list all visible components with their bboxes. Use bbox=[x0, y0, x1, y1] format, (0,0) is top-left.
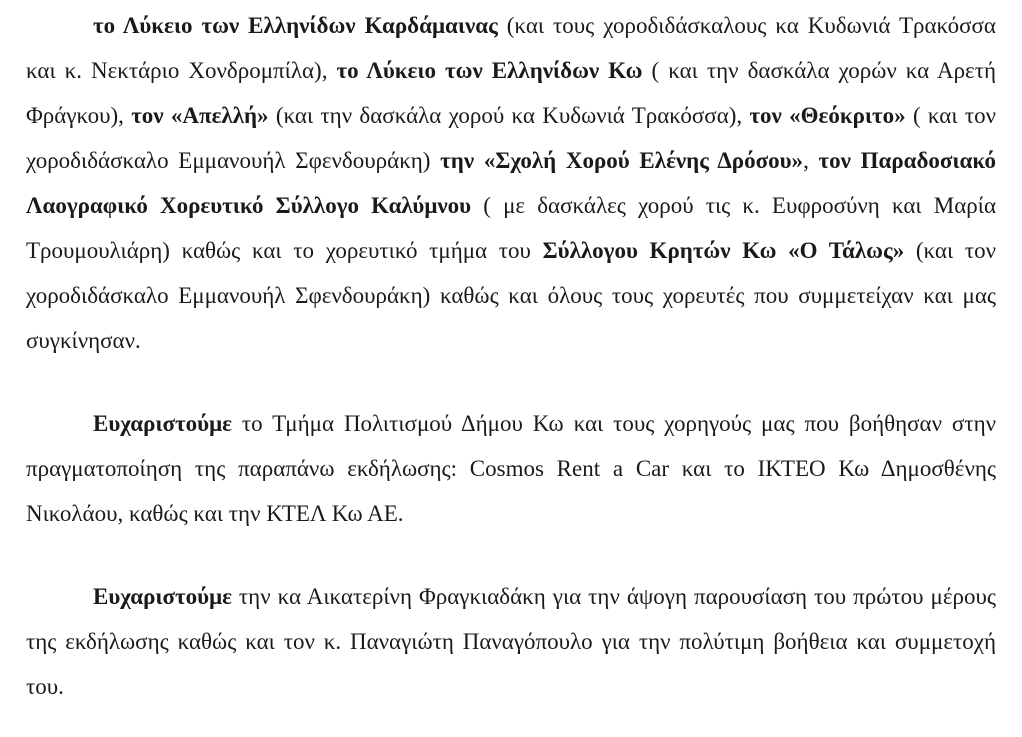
text-bold: τον «Θεόκριτο» bbox=[749, 103, 906, 128]
text-regular: ( με δασκάλες χορού τις κ. Ευφροσύνη και Μαρία Τρουμουλιάρη) καθώς και το χορευτικό τμήμα του bbox=[26, 193, 996, 263]
text-regular: το Τμήμα Πολιτισμού Δήμου Κω και τους χορηγούς μας που βοήθησαν στην πραγματοποίηση της παραπάνω εκδήλωσης: Cosmos Rent a Car και το ΙΚΤΕΟ Κω Δημοσθένης Νικολάου, καθώς και την ΚΤΕΛ Κω ΑΕ. bbox=[26, 411, 996, 526]
text-regular: ( και τον χοροδιδάσκαλο Εμμανουήλ Σφενδουράκη) bbox=[26, 103, 996, 173]
document-page bbox=[26, 0, 996, 709]
text-regular: (και τους χοροδιδάσκαλους κα Κυδωνιά Τρακόσσα και κ. Νεκτάριο Χονδρομπίλα), bbox=[26, 13, 996, 83]
text-bold: το Λύκειο των Ελληνίδων Κω bbox=[336, 58, 643, 83]
paragraph-thanks-presenters bbox=[26, 574, 996, 709]
text-bold: τον Παραδοσιακό Λαογραφικό Χορευτικό Σύλλογο Καλύμνου bbox=[26, 148, 996, 218]
text-bold: Σύλλογου Κρητών Κω «Ο Τάλως» bbox=[542, 238, 905, 263]
text-regular: (και την δασκάλα χορού κα Κυδωνιά Τρακόσσα), bbox=[268, 103, 750, 128]
paragraph-thanks-sponsors bbox=[26, 401, 996, 536]
text-bold: τον «Απελλή» bbox=[131, 103, 269, 128]
text-regular: , bbox=[803, 148, 819, 173]
text-bold: Ευχαριστούμε bbox=[93, 411, 232, 436]
text-bold: την «Σχολή Χορού Ελένης Δρόσου» bbox=[440, 148, 804, 173]
text-bold: Ευχαριστούμε bbox=[93, 584, 232, 609]
paragraph-thanks-dance-groups bbox=[26, 3, 996, 363]
text-regular: (και τον χοροδιδάσκαλο Εμμανουήλ Σφενδουράκη) καθώς και όλους τους χορευτές που συμμετείχαν και μας συγκίνησαν. bbox=[26, 238, 996, 353]
text-regular: την κα Αικατερίνη Φραγκιαδάκη για την άψογη παρουσίαση του πρώτου μέρους της εκδήλωσης καθώς και τον κ. Παναγιώτη Παναγόπουλο για την πολύτιμη βοήθεια και συμμετοχή του. bbox=[26, 584, 996, 699]
text-regular: ( και την δασκάλα χορών κα Αρετή Φράγκου), bbox=[26, 58, 996, 128]
text-bold: το Λύκειο των Ελληνίδων Καρδάμαινας bbox=[93, 13, 498, 38]
